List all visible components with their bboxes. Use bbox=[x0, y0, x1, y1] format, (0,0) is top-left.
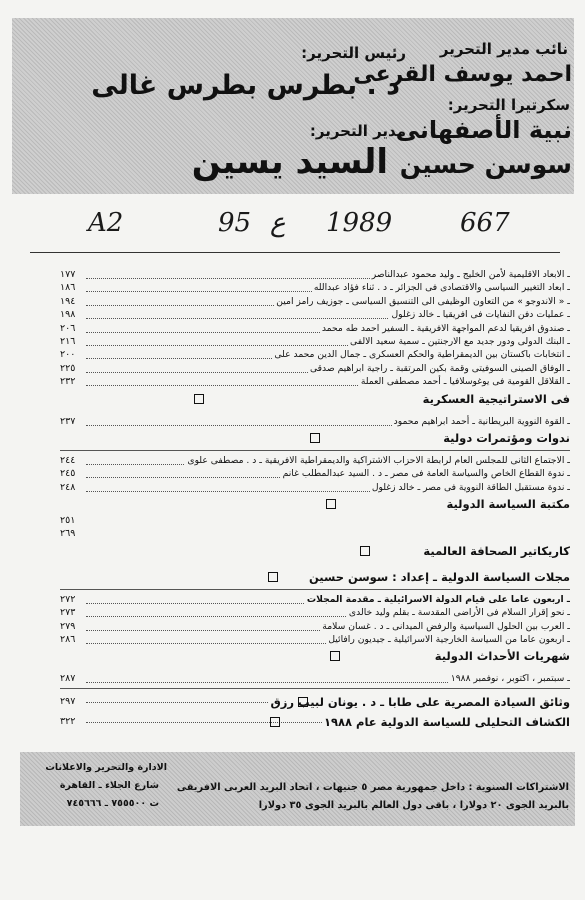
editor-in-chief-label: رئيس التحرير: bbox=[301, 44, 406, 62]
section-heading-title: كاريكاتير الصحافة العالمية bbox=[421, 541, 570, 561]
toc-entry-page: ٢٩٧ bbox=[60, 695, 76, 707]
section-heading-title: الكشاف التحليلى للسياسة الدولية عام ١٩٨٨ bbox=[322, 712, 570, 732]
toc-entry bbox=[60, 348, 570, 361]
toc-entry bbox=[60, 268, 570, 281]
toc-entry-page: ٢١٦ bbox=[60, 335, 76, 347]
handwritten-e: 667 bbox=[460, 208, 510, 238]
toc-entry-title: ـ ابعاد التغيير السياسى والاقتصادى فى الجزائر ـ د . ثناء فؤاد عبدالله bbox=[313, 282, 570, 294]
section-heading-journals bbox=[60, 567, 570, 587]
toc-entry-page: ١٩٨ bbox=[60, 309, 76, 321]
toc-entry-page: ٢٣٢ bbox=[60, 376, 76, 388]
admin-label: الادارة والتحرير والاعلانات bbox=[45, 762, 167, 773]
toc-entry-page: ٢٤٤ bbox=[60, 454, 76, 466]
square-bullet-icon bbox=[194, 394, 204, 404]
toc-entry bbox=[60, 672, 570, 685]
square-bullet-icon bbox=[360, 546, 370, 556]
section-heading-title: مكتبة السياسة الدولية bbox=[445, 494, 570, 514]
secretary-2-name: سوسن حسين bbox=[399, 150, 572, 179]
toc-entry bbox=[60, 322, 570, 335]
section-heading-title: شهريات الأحداث الدولية bbox=[433, 646, 570, 666]
section-heading-documents bbox=[60, 692, 570, 712]
toc-entry bbox=[60, 295, 570, 308]
toc-entry-title: ـ البنك الدولى ودور جديد مع الارجنتين ـ سمية سعيد الالفى bbox=[350, 335, 570, 347]
toc-entry-title: ـ اربعون عاما من السياسة الخارجية الاسرائيلية ـ جيديون رافائيل bbox=[328, 634, 570, 646]
toc-entry bbox=[60, 481, 570, 494]
toc-entry-title: ـ صندوق افريقيا لدعم المواجهة الافريقية ـ السفير احمد طه محمد bbox=[321, 322, 570, 334]
toc-entry bbox=[60, 527, 570, 540]
header-rule bbox=[30, 252, 560, 253]
toc-entry-page: ٢٤٥ bbox=[60, 468, 76, 480]
toc-entry-page: ٢٠٠ bbox=[60, 349, 76, 361]
handwritten-b: 95 bbox=[218, 208, 252, 238]
subscriptions-line-2: بالبريد الجوى ٢٠ دولارا ، باقى دول العالم بالبريد الجوى ٣٥ دولارا bbox=[258, 800, 569, 811]
toc-entry-page: ٢٧٢ bbox=[60, 593, 76, 605]
toc-entry bbox=[60, 514, 570, 527]
toc-entry-page: ٢٨٦ bbox=[60, 634, 76, 646]
toc-entry-page: ٢٨٧ bbox=[60, 673, 76, 685]
toc-entry-page: ٢٧٩ bbox=[60, 620, 76, 632]
toc-entry bbox=[60, 362, 570, 375]
toc-entry-page: ٢٣٧ bbox=[60, 415, 76, 427]
deputy-editor-name: احمد يوسف القرعى bbox=[353, 62, 572, 87]
section-heading-caricature bbox=[60, 541, 570, 561]
section-heading-title: ندوات ومؤتمرات دولية bbox=[441, 428, 570, 448]
subscriptions-line-1: الاشتراكات السنوية : داخل جمهورية مصر ٥ جنيهات ، اتحاد البريد العربى الافريقى bbox=[176, 782, 569, 793]
toc-entry-page: ٢٦٩ bbox=[60, 528, 76, 540]
square-bullet-icon bbox=[310, 433, 320, 443]
toc-entry-title: ـ الابعاد الاقليمية لأمن الخليج ـ وليد محمود عبدالناصر bbox=[371, 269, 570, 280]
section-heading-seminars bbox=[60, 428, 570, 448]
toc-entry-title: ـ عمليات دفن النفايات فى افريقيا ـ خالد زغلول bbox=[391, 309, 570, 321]
toc-entry-page: ١٩٤ bbox=[60, 295, 76, 307]
toc-entry-title: ـ العرب بين الحلول السياسية والرفض الميدانى ـ د . غسان سلامة bbox=[322, 620, 570, 632]
handwritten-d: 1989 bbox=[326, 208, 393, 238]
section-heading-title: وثائق السيادة المصرية على طابا ـ د . يونان لبيب رزق bbox=[269, 692, 570, 712]
section-heading-events bbox=[60, 646, 570, 666]
section-heading-index bbox=[60, 712, 570, 732]
toc-entry-title: ـ نحو إقرار السلام فى الأراضى المقدسة ـ بقلم وليد خالدى bbox=[348, 607, 570, 619]
toc-entry-page: ٢٤٨ bbox=[60, 481, 76, 493]
toc-entry-title: ـ سبتمبر ، اكتوبر ، نوفمبر ١٩٨٨ bbox=[450, 673, 570, 685]
toc-entry bbox=[60, 375, 570, 388]
toc-entry bbox=[60, 633, 570, 646]
toc-entry-title: ـ ندوة القطاع الخاص والسياسة العامة فى مصر ـ د . السيد عبدالمطلب غانم bbox=[282, 468, 570, 480]
footer-subscriptions bbox=[20, 752, 575, 826]
secretary-1-name: نبية الأصفهانى bbox=[395, 116, 572, 144]
toc-entry-title: ـ القلاقل القومية فى يوغوسلافيا ـ أحمد مصطفى العملة bbox=[360, 376, 570, 388]
toc-entry-page: ٢٢٥ bbox=[60, 362, 76, 374]
section-heading-library bbox=[60, 494, 570, 514]
managing-editor-name: السيد يسين bbox=[191, 142, 388, 182]
square-bullet-icon bbox=[270, 717, 280, 727]
toc-entry-page: ٢٧٣ bbox=[60, 607, 76, 619]
square-bullet-icon bbox=[326, 499, 336, 509]
toc-entry bbox=[60, 620, 570, 633]
masthead bbox=[12, 18, 574, 194]
admin-street: شارع الجلاء ـ القاهرة bbox=[59, 780, 159, 791]
toc-entry-title: ـ الوفاق الصينى السوفيتى وقمة بكين المرتقبة ـ راجية ابراهيم صدقى bbox=[309, 362, 570, 374]
toc-entry bbox=[60, 415, 570, 428]
toc-entry-page: ١٧٧ bbox=[60, 269, 76, 280]
square-bullet-icon bbox=[298, 697, 308, 707]
toc-entry-title: ـ « الاندوجو » من التعاون الوظيفى الى التنسيق السياسى ـ جوزيف رامز امين bbox=[276, 295, 570, 307]
toc-entry bbox=[60, 308, 570, 321]
square-bullet-icon bbox=[330, 651, 340, 661]
section-heading-title: فى الاستراتيجية العسكرية bbox=[421, 389, 570, 409]
toc-group-articles bbox=[60, 268, 570, 389]
toc-entry-title: ـ القوة النووية البريطانية ـ أحمد ابراهيم محمود bbox=[393, 415, 570, 427]
secretaries-label: سكرتيرا التحرير: bbox=[447, 96, 570, 114]
toc-entry-page: ٣٢٢ bbox=[60, 715, 76, 727]
toc-entry bbox=[60, 593, 570, 606]
toc-entry bbox=[60, 281, 570, 294]
toc-entry-page: ٢٥١ bbox=[60, 515, 76, 527]
toc-entry-page: ٢٠٦ bbox=[60, 322, 76, 334]
toc-entry-page: ١٨٦ bbox=[60, 282, 76, 294]
handwritten-a: A2 bbox=[88, 208, 124, 238]
toc-entry bbox=[60, 467, 570, 480]
toc-entry bbox=[60, 454, 570, 467]
section-heading-title: مجلات السياسة الدولية ـ إعداد : سوسن حسين bbox=[307, 567, 570, 587]
toc-entry-title: ـ انتخابات باكستان بين الديمقراطية والحكم العسكرى ـ جمال الدين محمد على bbox=[274, 349, 570, 361]
toc-entry-title: ـ ندوة مستقبل الطاقة النووية فى مصر ـ خالد زغلول bbox=[371, 481, 570, 493]
toc-entry bbox=[60, 335, 570, 348]
toc-entry bbox=[60, 606, 570, 619]
deputy-editor-label: نائب مدير التحرير bbox=[439, 40, 568, 58]
square-bullet-icon bbox=[268, 572, 278, 582]
toc-entry-title: ـ اربعون عاما على قيام الدولة الاسرائيلية ـ مقدمة المجلات bbox=[306, 593, 570, 605]
managing-editor-label: مدير التحرير: bbox=[309, 122, 406, 140]
handwritten-c: ع bbox=[270, 208, 286, 238]
section-heading-strategy bbox=[60, 389, 570, 409]
toc-entry-title: ـ الاجتماع الثانى للمجلس العام لرابطة الاحزاب الاشتراكية والديمقراطية الافريقية ـ د . مصطفى علوى bbox=[187, 454, 570, 466]
admin-phone: ت ٧٥٥٥٠٠ ـ ٧٤٥٦٦٦ bbox=[66, 798, 159, 809]
editor-in-chief-name: د . بطرس بطرس غالى bbox=[91, 70, 400, 101]
table-of-contents bbox=[60, 268, 570, 732]
